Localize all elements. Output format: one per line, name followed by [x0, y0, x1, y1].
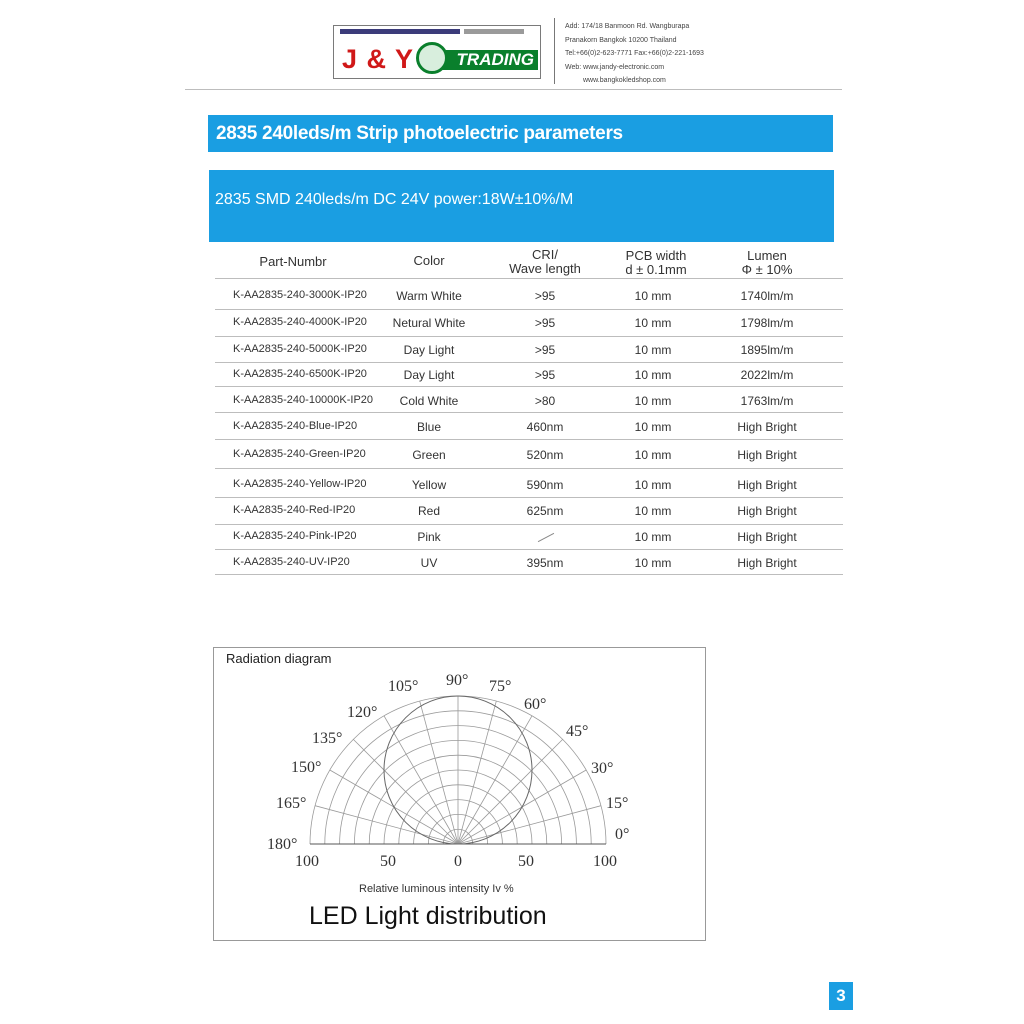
- cell-color: Green: [412, 448, 446, 462]
- angle-label: 15°: [606, 795, 629, 812]
- diagram-title: Radiation diagram: [226, 651, 332, 666]
- cell-cri: 460nm: [526, 420, 564, 434]
- scale-label: 100: [593, 853, 617, 870]
- cell-color: Netural White: [392, 316, 466, 330]
- header-divider: [554, 18, 555, 84]
- cell-lumen: High Bright: [737, 420, 797, 434]
- diagram-xlabel: Relative luminous intensity Iv %: [359, 883, 514, 895]
- grid-radial: [458, 806, 601, 844]
- table-rule: [215, 386, 843, 387]
- website-link[interactable]: www.bangkokledshop.com: [583, 77, 666, 84]
- cell-color: Blue: [416, 420, 442, 434]
- company-address: [565, 20, 704, 88]
- cell-lumen: High Bright: [737, 448, 797, 462]
- logo-decor-strip: [464, 29, 524, 34]
- radiation-diagram: [213, 647, 706, 941]
- cell-pcb: 10 mm: [634, 368, 672, 382]
- table-rule: [215, 468, 843, 469]
- table-rule: [215, 336, 843, 337]
- header-lumen: [742, 249, 793, 277]
- website-link[interactable]: Web: www.jandy-electronic.com: [565, 63, 665, 71]
- cell-part: K-AA2835-240-Yellow-IP20: [233, 478, 367, 490]
- cell-pcb: 10 mm: [634, 448, 672, 462]
- title-banner: [208, 115, 833, 152]
- cell-cri: 395nm: [526, 556, 564, 570]
- grid-radial: [458, 701, 496, 844]
- globe-icon: [416, 42, 448, 74]
- not-applicable-dash: [538, 533, 554, 542]
- cell-cri: 590nm: [526, 478, 564, 492]
- cell-cri: 520nm: [526, 448, 564, 462]
- cell-pcb: 10 mm: [634, 504, 672, 518]
- angle-label: 165°: [276, 795, 307, 812]
- cell-lumen: High Bright: [737, 556, 797, 570]
- cell-part: K-AA2835-240-Pink-IP20: [233, 530, 357, 542]
- cell-color: Yellow: [411, 478, 447, 492]
- diagram-caption: LED Light distribution: [309, 902, 547, 930]
- angle-label: 60°: [524, 696, 547, 713]
- cell-cri: >95: [534, 368, 556, 382]
- table-rule: [215, 549, 843, 550]
- logo-brand-right: TRADING: [430, 50, 538, 70]
- logo-decor-strip: [340, 29, 460, 34]
- grid-radial: [420, 701, 458, 844]
- header-cri-line1: CRI/: [532, 247, 558, 262]
- cell-color: Warm White: [396, 289, 462, 303]
- header-pcb-line1: PCB width: [625, 248, 687, 263]
- cell-pcb: 10 mm: [634, 394, 672, 408]
- cell-lumen: 1895lm/m: [740, 343, 794, 357]
- polar-grid: [214, 648, 705, 940]
- table-rule: [215, 412, 843, 413]
- table-rule: [215, 497, 843, 498]
- cell-part: K-AA2835-240-4000K-IP20: [233, 316, 367, 328]
- grid-radial: [458, 716, 532, 844]
- cell-part: K-AA2835-240-Red-IP20: [233, 504, 356, 516]
- grid-radial: [315, 806, 458, 844]
- cell-part: K-AA2835-240-UV-IP20: [233, 556, 350, 568]
- angle-label: 105°: [388, 678, 419, 695]
- angle-label: 120°: [347, 704, 378, 721]
- address-line: Pranakorn Bangkok 10200 Thailand: [565, 36, 677, 44]
- cell-color: Red: [417, 504, 441, 518]
- angle-label: 75°: [489, 678, 512, 695]
- company-logo: [333, 25, 541, 79]
- table-rule: [215, 278, 843, 279]
- table-rule: [215, 524, 843, 525]
- cell-part: K-AA2835-240-5000K-IP20: [233, 343, 367, 355]
- cell-color: Day Light: [403, 343, 455, 357]
- cell-cri: >95: [534, 289, 556, 303]
- page-subtitle: 2835 SMD 240leds/m DC 24V power:18W±10%/M: [215, 191, 574, 208]
- cell-lumen: 1740lm/m: [740, 289, 794, 303]
- cell-pcb: 10 mm: [634, 343, 672, 357]
- header-color: Color: [413, 253, 445, 268]
- cell-cri: >95: [534, 343, 556, 357]
- angle-label: 90°: [446, 672, 469, 689]
- table-rule: [215, 439, 843, 440]
- cell-part: K-AA2835-240-Green-IP20: [233, 448, 366, 460]
- angle-label: 45°: [566, 723, 589, 740]
- cell-lumen: High Bright: [737, 478, 797, 492]
- cell-lumen: 1763lm/m: [740, 394, 794, 408]
- angle-label: 30°: [591, 760, 614, 777]
- cell-lumen: High Bright: [737, 530, 797, 544]
- grid-radial: [384, 716, 458, 844]
- table-rule: [215, 309, 843, 310]
- angle-label: 150°: [291, 759, 322, 776]
- cell-color: Day Light: [403, 368, 455, 382]
- cell-part: K-AA2835-240-6500K-IP20: [233, 368, 367, 380]
- address-line: Add: 174/18 Banmoon Rd. Wangburapa: [565, 23, 690, 30]
- cell-cri: >80: [534, 394, 556, 408]
- header-lumen-line2: Φ ± 10%: [741, 262, 793, 277]
- table-rule: [215, 362, 843, 363]
- header-lumen-line1: Lumen: [747, 248, 787, 263]
- scale-label: 0: [454, 853, 462, 870]
- angle-label: 180°: [267, 836, 298, 853]
- grid-radial: [458, 739, 563, 844]
- cell-cri: >95: [534, 316, 556, 330]
- cell-part: K-AA2835-240-3000K-IP20: [233, 289, 367, 301]
- cell-pcb: 10 mm: [634, 420, 672, 434]
- page-title: 2835 240leds/m Strip photoelectric parameters: [216, 123, 623, 144]
- header-cri: [509, 248, 581, 276]
- grid-radial: [353, 739, 458, 844]
- cell-lumen: 2022lm/m: [740, 368, 794, 382]
- page-number: 3: [829, 982, 853, 1010]
- cell-pcb: 10 mm: [634, 289, 672, 303]
- cell-pcb: 10 mm: [634, 556, 672, 570]
- cell-part: K-AA2835-240-10000K-IP20: [233, 394, 374, 406]
- header-pcb: [625, 249, 686, 277]
- subtitle-banner: [209, 170, 834, 242]
- cell-pcb: 10 mm: [634, 530, 672, 544]
- angle-label: 135°: [312, 730, 343, 747]
- angle-label: 0°: [615, 826, 630, 843]
- cell-cri: 625nm: [526, 504, 564, 518]
- cell-lumen: 1798lm/m: [740, 316, 794, 330]
- scale-label: 50: [518, 853, 534, 870]
- logo-brand-left: J & Y: [342, 44, 415, 74]
- header-cri-line2: Wave length: [509, 261, 581, 276]
- cell-lumen: High Bright: [737, 504, 797, 518]
- table-rule: [215, 574, 843, 575]
- scale-label: 50: [380, 853, 396, 870]
- header-pcb-line2: d ± 0.1mm: [625, 262, 687, 277]
- cell-color: Pink: [417, 530, 441, 544]
- cell-color: Cold White: [399, 394, 459, 408]
- header-rule: [185, 89, 842, 90]
- scale-label: 100: [295, 853, 319, 870]
- cell-pcb: 10 mm: [634, 478, 672, 492]
- cell-part: K-AA2835-240-Blue-IP20: [233, 420, 358, 432]
- cell-color: UV: [420, 556, 438, 570]
- header-part: Part-Numbr: [259, 254, 327, 269]
- phone-line: Tel:+66(0)2-623-7771 Fax:+66(0)2-221-1693: [565, 50, 704, 57]
- cell-pcb: 10 mm: [634, 316, 672, 330]
